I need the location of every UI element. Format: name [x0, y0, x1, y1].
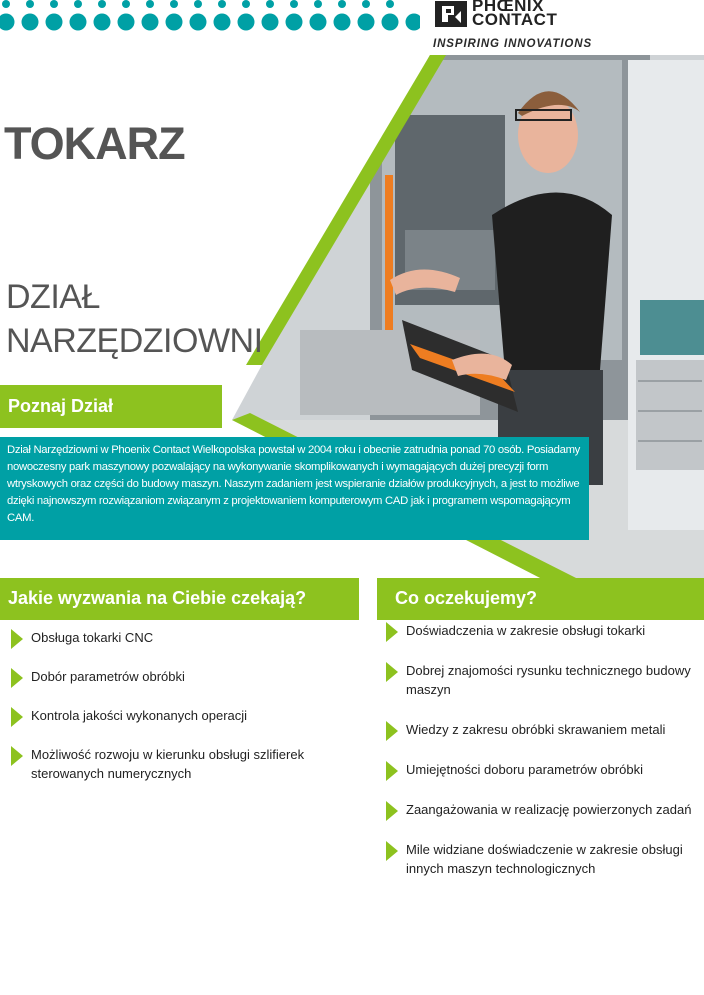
logo-name-line2: CONTACT [472, 10, 558, 29]
intro-text: Dział Narzędziowni w Phoenix Contact Wielkopolska powstał w 2004 roku i obecnie zatrudnia ponad 70 osób. Posiadamy nowoczesny park maszynowy pozwalający na wykonywanie skomplikowanych i wymagających dużej precyzji form wtryskowych oraz części do budowy maszyn. Naszym zadaniem jest wspieranie działów produkcyjnych, a jest to możliwe dzięki najnowszym rozwiązaniom związanym z projektowaniem komputerowym CAD jak i programem wspomagającym CAM. [0, 437, 589, 540]
bullet-triangle-icon [386, 662, 398, 682]
challenges-list [8, 628, 353, 803]
logo-name-line1: PHŒNIX [472, 0, 544, 15]
logo-tagline: INSPIRING INNOVATIONS [433, 38, 593, 50]
bullet-triangle-icon [11, 746, 23, 766]
list-item [8, 745, 353, 783]
list-item [383, 720, 704, 739]
list-item-text: Zaangażowania w realizację powierzonych zadań [406, 802, 692, 817]
list-item-text: Doświadczenia w zakresie obsługi tokarki [406, 623, 646, 638]
list-item [383, 840, 704, 878]
challenges-heading-box [0, 578, 359, 620]
challenges-heading: Jakie wyzwania na Ciebie czekają? [8, 588, 307, 608]
bullet-triangle-icon [386, 801, 398, 821]
list-item [383, 760, 704, 779]
bullet-triangle-icon [386, 721, 398, 741]
expectations-heading: Co oczekujemy? [395, 588, 538, 608]
department-title-line1: DZIAŁ [6, 278, 100, 316]
list-item-text: Możliwość rozwoju w kierunku obsługi szlifierek sterowanych numerycznych [31, 747, 305, 781]
list-item-text: Mile widziane doświadczenie w zakresie obsługi innych maszyn technologicznych [406, 842, 683, 876]
list-item [8, 706, 353, 725]
list-item-text: Umiejętności doboru parametrów obróbki [406, 762, 644, 777]
expectations-list [383, 621, 704, 899]
job-title: TOKARZ [4, 118, 185, 169]
department-title [6, 275, 263, 363]
list-item [383, 661, 704, 699]
list-item-text: Wiedzy z zakresu obróbki skrawaniem metali [406, 722, 666, 737]
bullet-triangle-icon [11, 668, 23, 688]
bullet-triangle-icon [386, 622, 398, 642]
list-item-text: Obsługa tokarki CNC [31, 630, 154, 645]
list-item-text: Dobrej znajomości rysunku technicznego budowy maszyn [406, 663, 691, 697]
bullet-triangle-icon [386, 841, 398, 861]
intro-heading: Poznaj Dział [8, 396, 114, 416]
list-item [383, 621, 704, 640]
list-item-text: Kontrola jakości wykonanych operacji [31, 708, 248, 723]
list-item-text: Dobór parametrów obróbki [31, 669, 185, 684]
department-title-line2: NARZĘDZIOWNI [6, 322, 263, 360]
expectations-heading-box [377, 578, 704, 620]
intro-heading-box [0, 385, 222, 428]
list-item [8, 667, 353, 686]
bullet-triangle-icon [11, 707, 23, 727]
bullet-triangle-icon [11, 629, 23, 649]
bullet-triangle-icon [386, 761, 398, 781]
list-item [383, 800, 704, 819]
list-item [8, 628, 353, 647]
